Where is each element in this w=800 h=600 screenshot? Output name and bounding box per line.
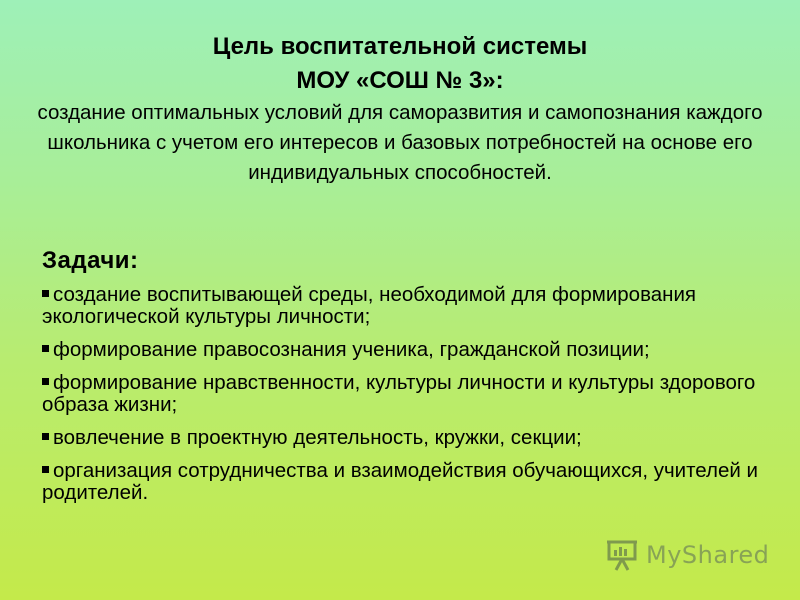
slide-title-line-2: МОУ «СОШ № 3»: (296, 67, 504, 94)
task-list (42, 284, 772, 504)
task-item (42, 460, 772, 504)
task-text: формирование правосознания ученика, гражданской позиции; (53, 338, 650, 361)
goal-description: создание оптимальных условий для саморазвития и самопознания каждого школьника с учетом его интересов и базовых потребностей на основе его индивидуальных способностей. (37, 101, 763, 184)
tasks-block (42, 246, 772, 515)
task-text: создание воспитывающей среды, необходимой для формирования экологической культуры личности; (42, 283, 697, 328)
task-item (42, 427, 772, 449)
presentation-board-icon (606, 538, 640, 572)
square-bullet-icon (42, 466, 49, 473)
task-text: организация сотрудничества и взаимодействия обучающихся, учителей и родителей. (42, 459, 758, 504)
watermark-logo (606, 538, 769, 572)
task-item (42, 372, 772, 416)
square-bullet-icon (42, 290, 49, 297)
square-bullet-icon (42, 378, 49, 385)
task-item (42, 284, 772, 328)
task-text: формирование нравственности, культуры личности и культуры здорового образа жизни; (42, 371, 756, 416)
square-bullet-icon (42, 433, 49, 440)
task-item (42, 339, 772, 361)
tasks-heading: Задачи: (42, 247, 139, 274)
watermark-text: MyShared (646, 541, 770, 569)
slide-title-line-1: Цель воспитательной системы (212, 33, 588, 60)
title-block (30, 30, 770, 188)
task-text: вовлечение в проектную деятельность, кружки, секции; (53, 426, 582, 449)
square-bullet-icon (42, 345, 49, 352)
